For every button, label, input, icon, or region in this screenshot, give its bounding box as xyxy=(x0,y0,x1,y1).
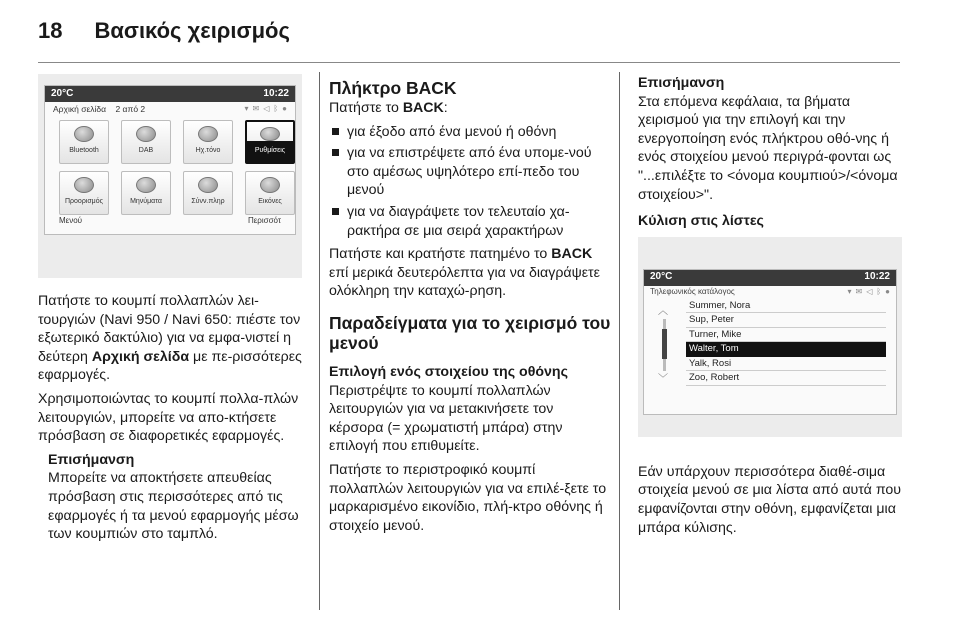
temperature: 20°C xyxy=(650,271,673,283)
tile-pictures[interactable]: Εικόνες xyxy=(245,171,295,215)
app-tile-grid xyxy=(45,116,295,215)
column-2 xyxy=(329,74,611,540)
list-item[interactable]: Sup, Peter xyxy=(686,313,886,328)
signal-icon: ▾ xyxy=(847,286,852,296)
clock: 10:22 xyxy=(263,87,289,99)
page-number: 18 xyxy=(38,18,63,43)
pictures-app-icon xyxy=(260,177,280,193)
scrollbar-thumb[interactable] xyxy=(662,329,667,359)
note-title: Επισήμανση xyxy=(638,75,725,91)
home-screen-figure xyxy=(38,74,302,278)
page-header xyxy=(38,18,922,52)
list-item-selected[interactable]: Walter, Tom xyxy=(686,342,886,357)
back-intro: Πατήστε το BACK: xyxy=(329,100,448,116)
header-rule xyxy=(38,62,900,63)
list-item[interactable]: Zoo, Robert xyxy=(686,371,886,386)
mute-icon: ◁ xyxy=(263,103,270,113)
menu-examples-heading: Παραδείγματα για το χειρισμό του μενού xyxy=(329,312,611,353)
bluetooth-icon: ᛒ xyxy=(876,286,882,296)
scroll-down-icon[interactable]: ﹀ xyxy=(658,373,668,385)
more-softkey[interactable]: Περισσότ xyxy=(247,216,281,226)
press-paragraph: Πατήστε το περιστροφικό κουμπί πολλαπλών λειτουργιών για να επιλέ-ξετε το μαρκαρισμένο εικονίδιο, πλή-κτρο οθόνης ή στοιχείο μενού. xyxy=(329,461,607,534)
list-screen-figure xyxy=(638,237,902,437)
page-indicator: 2 από 2 xyxy=(115,103,146,114)
menu-softkey[interactable]: Μενού xyxy=(59,216,83,226)
home-screen xyxy=(44,85,296,235)
temperature: 20°C xyxy=(51,87,74,99)
dab-app-icon xyxy=(136,126,156,142)
scroll-up-icon[interactable]: ︿ xyxy=(658,305,668,317)
list-item[interactable]: Summer, Nora xyxy=(686,299,886,314)
tile-dab[interactable]: DAB xyxy=(121,120,171,164)
column-1 xyxy=(38,74,310,544)
col1-note xyxy=(48,451,310,544)
select-paragraph: Περιστρέψτε το κουμπί πολλαπλών λειτουργιών για να μετακινήσετε τον κέρσορα (= χρωματιστή μπάρα) στην επιλογή που επιθυμείτε. xyxy=(329,382,563,455)
list-caption xyxy=(644,286,896,299)
column-divider-2 xyxy=(619,72,620,610)
info-icon: ● xyxy=(282,103,287,113)
phonebook-title: Τηλεφωνικός κατάλογος xyxy=(650,286,735,296)
list-item[interactable]: Turner, Mike xyxy=(686,328,886,343)
settings-gear-icon xyxy=(260,127,280,141)
list-item: για έξοδο από ένα μενού ή οθόνη xyxy=(329,123,611,142)
messages-app-icon xyxy=(136,177,156,193)
column-3 xyxy=(638,74,912,542)
scroll-lists-heading: Κύλιση στις λίστες xyxy=(638,213,764,230)
bluetooth-app-icon xyxy=(74,126,94,142)
col1-paragraph-2: Χρησιμοποιώντας το κουμπί πολλα-πλών λειτουργιών, μπορείτε να απο-κτήσετε πρόσβαση σε διαφορετικές εφαρμογές. xyxy=(38,390,299,445)
message-icon: ✉ xyxy=(252,103,260,113)
tile-messages[interactable]: Μηνύματα xyxy=(121,171,171,215)
back-button-heading: Πλήκτρο BACK xyxy=(329,78,457,98)
select-item-heading: Επιλογή ενός στοιχείου της οθόνης xyxy=(329,363,568,380)
mute-icon: ◁ xyxy=(866,286,873,296)
back-hold-paragraph: Πατήστε και κρατήστε πατημένο το BACK επί μερικά δευτερόλεπτα για να διαγράψετε ολόκληρη την καταχώ-ρηση. xyxy=(329,246,600,300)
tone-app-icon xyxy=(198,126,218,142)
menu-caption xyxy=(45,102,295,116)
column-divider-1 xyxy=(319,72,320,610)
col3-note-text: Στα επόμενα κεφάλαια, τα βήματα χειρισμού για την επιλογή και την ενεργοποίηση ενός πλήκτρου οθό-νης ή ενός στοιχείου μενού περιγρά-φονται ως "...επιλέξτε το <όνομα κουμπιού>/<όνομα στοιχείου>". xyxy=(638,93,898,203)
back-bullet-list xyxy=(329,123,611,241)
note-text: Μπορείτε να αποκτήσετε απευθείας πρόσβαση στις περισσότερες από τις εφαρμογές ή τα μενού εφαρμογής μέσω των κουμπιών στο ταμπλό. xyxy=(48,470,299,543)
tile-contacts[interactable]: Σύνν.πληρ xyxy=(183,171,233,215)
list-item: για να επιστρέψετε από ένα υπομε-νού στο αμέσως υψηλότερο επί-πεδο του μενού xyxy=(329,144,611,200)
home-page-label: Αρχική σελίδα xyxy=(53,103,107,114)
note-title: Επισήμανση xyxy=(48,451,135,468)
info-icon: ● xyxy=(885,286,890,296)
list-item[interactable]: Yalk, Rosi xyxy=(686,357,886,372)
page-title: Βασικός χειρισμός xyxy=(94,18,290,43)
message-icon: ✉ xyxy=(855,286,863,296)
destination-app-icon xyxy=(74,177,94,193)
tile-bluetooth[interactable]: Bluetooth xyxy=(59,120,109,164)
signal-icon: ▾ xyxy=(244,103,249,113)
contacts-app-icon xyxy=(198,177,218,193)
tile-settings[interactable]: Ρυθμίσεις xyxy=(245,120,295,164)
clock: 10:22 xyxy=(864,271,890,283)
tile-tone[interactable]: Ηχ.τόνο xyxy=(183,120,233,164)
col1-paragraph-1: Πατήστε το κουμπί πολλαπλών λει-τουργιών (Navi 950 / Navi 650: πιέστε τον εξωτερικό δακτύλιο) για να εμφα-νιστεί η δεύτερη Αρχική σελίδα με πε-ρισσότερες εφαρμογές. xyxy=(38,293,302,384)
status-icons xyxy=(244,100,287,119)
tile-destination[interactable]: Προορισμός xyxy=(59,171,109,215)
list-screen xyxy=(643,269,897,415)
bluetooth-icon: ᛒ xyxy=(273,103,279,113)
list-item: για να διαγράψετε τον τελευταίο χα-ρακτήρα σε μια σειρά χαρακτήρων xyxy=(329,203,611,240)
screen-bottom-bar xyxy=(45,212,295,231)
scroll-paragraph: Εάν υπάρχουν περισσότερα διαθέ-σιμα στοιχεία μενού σε μια λίστα από αυτά που εμφανίζονται στην οθόνη, εμφανίζεται μια μπάρα κύλισης. xyxy=(638,463,902,536)
contact-list xyxy=(644,299,896,386)
